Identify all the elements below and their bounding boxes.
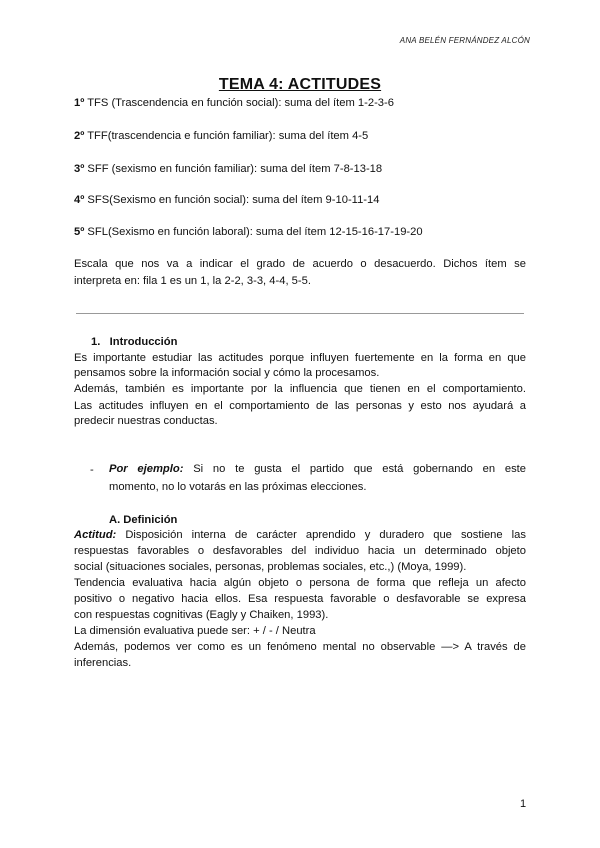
list-item (74, 96, 526, 110)
intro-text-line: Las actitudes influyen en el comportamiento de las personas y esto nos ayudará a (74, 400, 526, 412)
intro-heading (91, 335, 543, 349)
definition-text-line: Además, podemos ver como es un fenómeno mental no observable —> A través de (74, 641, 526, 653)
intro-text-line: Es importante estudiar las actitudes porque influyen fuertemente en la forma en que (74, 352, 526, 364)
definition-text-line: con respuestas cognitivas (Eagly y Chaiken, 1993). (74, 609, 329, 621)
bullet-dash: - (90, 464, 94, 476)
page-number: 1 (520, 798, 527, 810)
item-number: 5º (74, 226, 85, 238)
scale-text-line: interpreta en: fila 1 es un 1, la 2-2, 3-3, 4-4, 5-5. (74, 275, 311, 287)
definition-text-line: respuestas favorables o desfavorables del individuo hacia un determinado objeto (74, 545, 526, 557)
definition-text-line (74, 528, 526, 542)
definition-heading: A. Definición (109, 514, 178, 526)
item-text: SFF (sexismo en función familiar): suma del ítem 7-8-13-18 (84, 163, 383, 175)
section-divider (76, 313, 524, 314)
page-title: TEMA 4: ACTITUDES (218, 76, 382, 93)
item-number: 4º (74, 194, 85, 206)
list-item (74, 162, 526, 176)
intro-heading-text: Introducción (109, 336, 178, 348)
example-label: Por ejemplo: (109, 463, 184, 475)
document-header-author: ANA BELÉN FERNÁNDEZ ALCÓN (399, 36, 530, 45)
definition-text-line: inferencias. (74, 657, 132, 669)
definition-label: Actitud: (74, 529, 117, 541)
item-number: 3º (74, 163, 85, 175)
item-text: SFS(Sexismo en función social): suma del ítem 9-10-11-14 (84, 194, 380, 206)
list-item (74, 129, 526, 143)
item-text: SFL(Sexismo en función laboral): suma del ítem 12-15-16-17-19-20 (84, 226, 423, 238)
example-text-line: momento, no lo votarás en las próximas elecciones. (109, 481, 367, 493)
intro-text-line: Además, también es importante por la influencia que tienen en el comportamiento. (74, 383, 526, 395)
item-text: TFS (Trascendencia en función social): suma del ítem 1-2-3-6 (84, 97, 394, 109)
list-item (74, 225, 526, 239)
item-number: 2º (74, 130, 85, 142)
definition-text-line: Tendencia evaluativa hacia algún objeto o persona de forma que refleja un afecto (74, 577, 526, 589)
intro-text-line: pensamos sobre la información social y cómo la procesamos. (74, 367, 380, 379)
scale-text-line: Escala que nos va a indicar el grado de acuerdo o desacuerdo. Dichos ítem se (74, 258, 526, 270)
example-text-line (109, 462, 526, 477)
intro-text-line: predecir nuestras conductas. (74, 415, 218, 427)
item-text: TFF(trascendencia e función familiar): suma del ítem 4-5 (84, 130, 369, 142)
example-text: Si no te gusta el partido que está gobernando en este (183, 463, 526, 475)
definition-text-line: positivo o negativo hacia ellos. Esa respuesta favorable o desfavorable se expresa (74, 593, 526, 605)
definition-text: Disposición interna de carácter aprendido y duradero que sostiene las (116, 529, 526, 541)
list-item (74, 193, 526, 207)
definition-text-line: social (situaciones sociales, personas, problemas sociales, etc.,) (Moya, 1999). (74, 561, 467, 573)
definition-text-line: La dimensión evaluativa puede ser: + / - / Neutra (74, 625, 316, 637)
intro-heading-number: 1. (91, 336, 101, 348)
item-number: 1º (74, 97, 85, 109)
